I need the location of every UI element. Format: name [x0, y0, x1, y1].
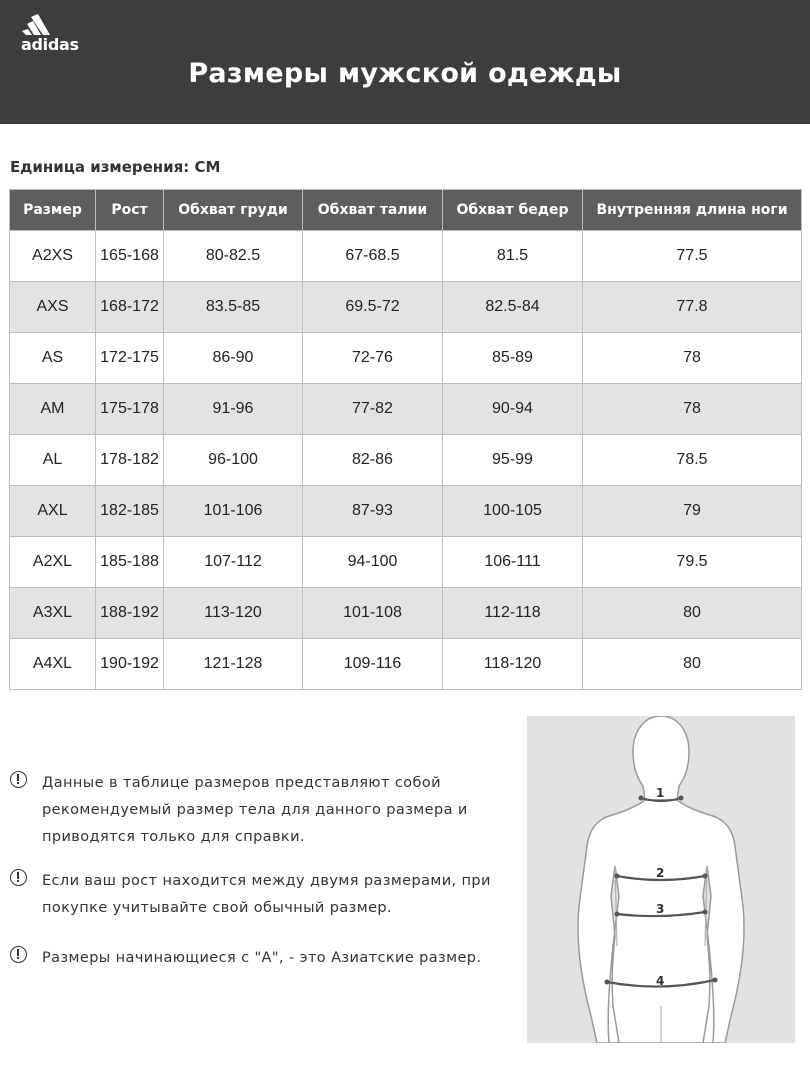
table-cell: 77.8	[583, 282, 802, 333]
table-cell: 100-105	[443, 486, 583, 537]
table-cell: 96-100	[164, 435, 303, 486]
info-icon	[10, 771, 27, 788]
table-row	[10, 537, 802, 588]
note-text: Данные в таблице размеров представляют собой рекомендуемый размер тела для данного размера и приводятся только для справки.	[42, 775, 468, 845]
table-row	[10, 588, 802, 639]
table-cell: 87-93	[303, 486, 443, 537]
column-header: Обхват талии	[303, 190, 443, 231]
table-cell: 109-116	[303, 639, 443, 690]
table-cell: 107-112	[164, 537, 303, 588]
table-cell: 77.5	[583, 231, 802, 282]
table-cell: AXS	[10, 282, 96, 333]
column-header: Обхват бедер	[443, 190, 583, 231]
body-measurement-figure	[527, 716, 795, 1043]
measure-label-chest: 2	[656, 866, 665, 880]
note-item	[10, 945, 510, 972]
table-cell: 78.5	[583, 435, 802, 486]
table-cell: AM	[10, 384, 96, 435]
table-cell: AL	[10, 435, 96, 486]
note-text: Если ваш рост находится между двумя размерами, при покупке учитывайте свой обычный размер.	[42, 873, 491, 916]
table-cell: 79.5	[583, 537, 802, 588]
table-row	[10, 231, 802, 282]
table-cell: 175-178	[96, 384, 164, 435]
table-cell: A2XL	[10, 537, 96, 588]
table-cell: 85-89	[443, 333, 583, 384]
table-row	[10, 282, 802, 333]
info-icon	[10, 946, 27, 963]
column-header: Рост	[96, 190, 164, 231]
note-item	[10, 770, 510, 851]
table-cell: 80	[583, 639, 802, 690]
size-table	[9, 189, 802, 690]
table-cell: 182-185	[96, 486, 164, 537]
table-cell: A2XS	[10, 231, 96, 282]
column-header: Внутренняя длина ноги	[583, 190, 802, 231]
table-cell: 190-192	[96, 639, 164, 690]
table-cell: 188-192	[96, 588, 164, 639]
measure-label-waist: 3	[656, 902, 665, 916]
table-cell: 178-182	[96, 435, 164, 486]
table-cell: 106-111	[443, 537, 583, 588]
adidas-logo	[18, 8, 92, 58]
adidas-stripes-icon	[18, 8, 92, 38]
table-row	[10, 486, 802, 537]
table-cell: 95-99	[443, 435, 583, 486]
table-cell: 112-118	[443, 588, 583, 639]
page-header	[0, 0, 810, 124]
info-icon	[10, 869, 27, 886]
table-cell: 72-76	[303, 333, 443, 384]
table-cell: 172-175	[96, 333, 164, 384]
column-header: Размер	[10, 190, 96, 231]
table-cell: 80-82.5	[164, 231, 303, 282]
table-row	[10, 333, 802, 384]
table-cell: 82.5-84	[443, 282, 583, 333]
table-cell: 82-86	[303, 435, 443, 486]
page-title: Размеры мужской одежды	[188, 58, 622, 89]
table-cell: 77-82	[303, 384, 443, 435]
brand-wordmark: adidas	[21, 35, 79, 54]
table-cell: 91-96	[164, 384, 303, 435]
table-cell: 81.5	[443, 231, 583, 282]
table-cell: 86-90	[164, 333, 303, 384]
table-cell: 94-100	[303, 537, 443, 588]
note-text: Размеры начинающиеся с "А", - это Азиатские размер.	[42, 950, 482, 966]
table-cell: 83.5-85	[164, 282, 303, 333]
table-cell: A4XL	[10, 639, 96, 690]
table-cell: A3XL	[10, 588, 96, 639]
table-cell: 101-106	[164, 486, 303, 537]
table-cell: 69.5-72	[303, 282, 443, 333]
note-item	[10, 868, 510, 922]
measure-label-hips: 4	[656, 974, 665, 988]
unit-label: Единица измерения: СМ	[10, 158, 221, 176]
table-cell: 185-188	[96, 537, 164, 588]
table-row	[10, 384, 802, 435]
measure-label-neck: 1	[656, 786, 665, 800]
table-cell: 101-108	[303, 588, 443, 639]
table-header-row	[10, 190, 802, 231]
table-cell: 78	[583, 384, 802, 435]
column-header: Обхват груди	[164, 190, 303, 231]
table-cell: AS	[10, 333, 96, 384]
table-row	[10, 435, 802, 486]
table-cell: 121-128	[164, 639, 303, 690]
table-cell: 79	[583, 486, 802, 537]
table-cell: 168-172	[96, 282, 164, 333]
table-cell: 113-120	[164, 588, 303, 639]
table-cell: 165-168	[96, 231, 164, 282]
table-cell: 67-68.5	[303, 231, 443, 282]
table-cell: 80	[583, 588, 802, 639]
table-cell: 118-120	[443, 639, 583, 690]
table-cell: 90-94	[443, 384, 583, 435]
table-row	[10, 639, 802, 690]
table-cell: AXL	[10, 486, 96, 537]
table-cell: 78	[583, 333, 802, 384]
